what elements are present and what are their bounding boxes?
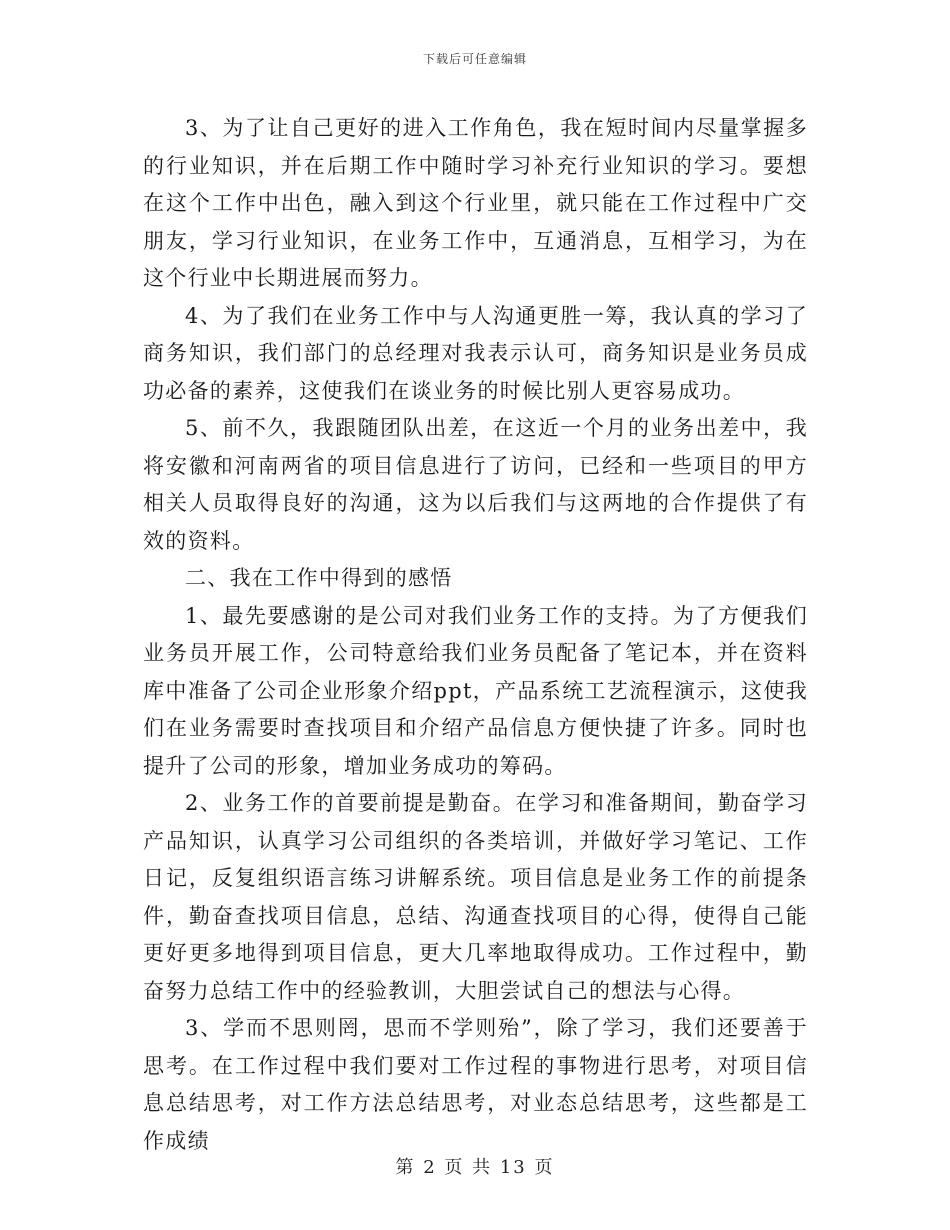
section-heading: 二、我在工作中得到的感悟 <box>185 566 453 590</box>
paragraph: 2、业务工作的首要前提是勤奋。在学习和准备期间，勤奋学习产品知识，认真学习公司组织的各类培训，并做好学习笔记、工作日记，反复组织语言练习讲解系统。项目信息是业务工作的前提条件，勤奋查找项目信息，总结、沟通查找项目的心得，使得自己能更好更多地得到项目信息，更大几率地取得成功。工作过程中，勤奋努力总结工作中的经验教训，大胆尝试自己的想法与心得。 <box>143 791 808 1003</box>
paragraph: 3、为了让自己更好的进入工作角色，我在短时间内尽量掌握多的行业知识，并在后期工作中随时学习补充行业知识的学习。要想在这个工作中出色，融入到这个行业里，就只能在工作过程中广交朋友，学习行业知识，在业务工作中，互通消息，互相学习，为在这个行业中长期进展而努力。 <box>143 116 808 290</box>
page-header: 下载后可任意编辑 <box>422 52 527 66</box>
paragraph: 3、学而不思则罔，思而不学则殆”，除了学习，我们还要善于思考。在工作过程中我们要对工作过程的事物进行思考，对项目信息总结思考，对工作方法总结思考，对业态总结思考，这些都是工作成绩 <box>143 1016 808 1153</box>
page-number-footer: 第 2 页 共 13 页 <box>395 1157 555 1178</box>
paragraph: 4、为了我们在业务工作中与人沟通更胜一筹，我认真的学习了商务知识，我们部门的总经理对我表示认可，商务知识是业务员成功必备的素养，这使我们在谈业务的时候比别人更容易成功。 <box>143 303 808 403</box>
paragraph: 5、前不久，我跟随团队出差，在这近一个月的业务出差中，我将安徽和河南两省的项目信息进行了访问，已经和一些项目的甲方相关人员取得良好的沟通，这为以后我们与这两地的合作提供了有效的资料。 <box>143 416 808 553</box>
document-body <box>143 110 808 1160</box>
paragraph: 1、最先要感谢的是公司对我们业务工作的支持。为了方便我们业务员开展工作，公司特意给我们业务员配备了笔记本，并在资料库中准备了公司企业形象介绍ppt，产品系统工艺流程演示，这使我们在业务需要时查找项目和介绍产品信息方便快捷了许多。同时也提升了公司的形象，增加业务成功的筹码。 <box>143 603 808 778</box>
